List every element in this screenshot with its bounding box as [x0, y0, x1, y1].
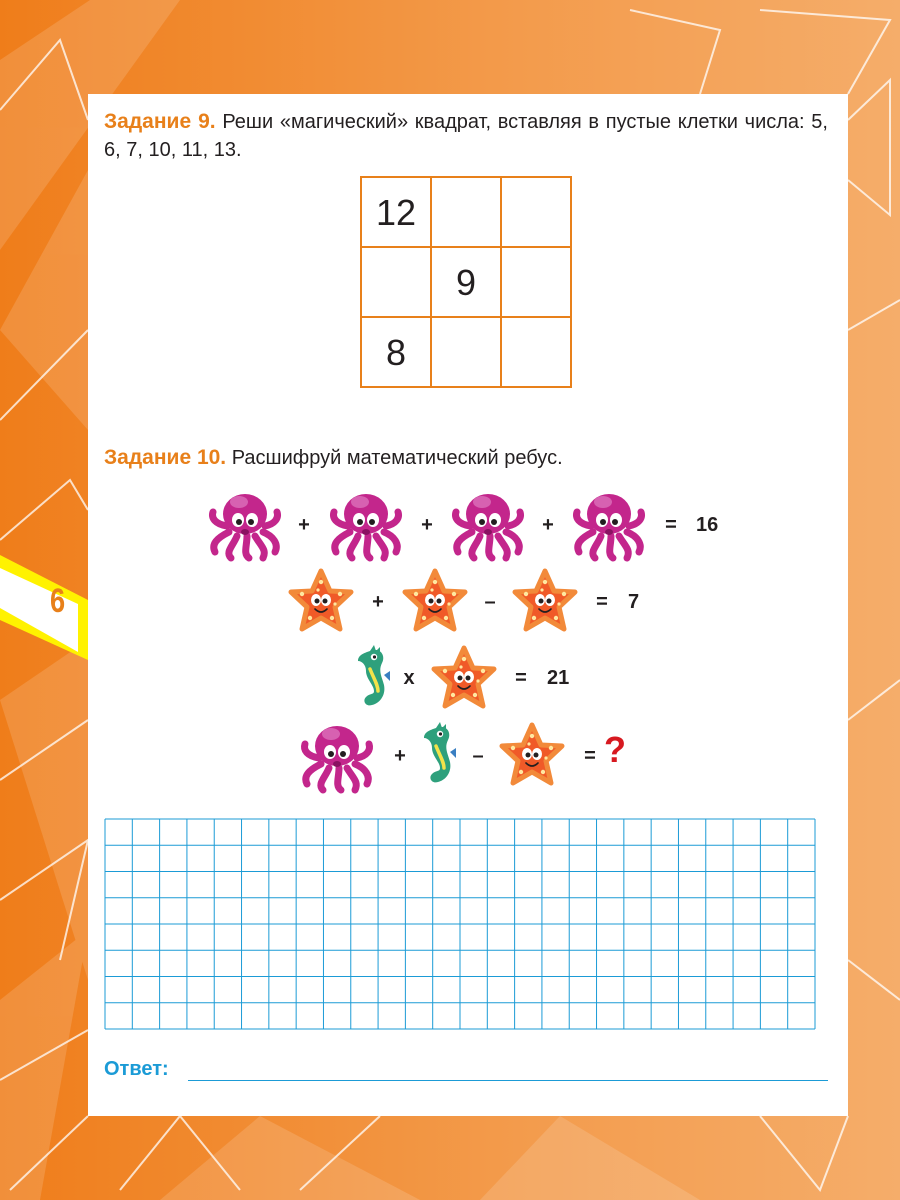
octopus-icon: [577, 494, 642, 558]
starfish-icon: [515, 571, 575, 629]
octopus-icon: [213, 494, 278, 558]
octopus-icon: [456, 494, 521, 558]
plus-sign: +: [421, 514, 433, 536]
worksheet: [88, 94, 848, 1116]
starfish-icon: [502, 725, 562, 783]
equals-sign: =: [584, 745, 596, 767]
task-9-text: Реши «магический» квадрат, вставляя в пустые клетки числа: 5, 6, 7, 10, 11, 13.: [104, 111, 828, 161]
equals-sign: =: [596, 591, 608, 613]
rebus: [88, 94, 848, 814]
octopus-icon: [305, 726, 370, 790]
plus-sign: +: [372, 591, 384, 613]
equals-sign: =: [665, 514, 677, 536]
rebus-result: 16: [696, 514, 719, 536]
question-mark: ?: [604, 729, 626, 770]
octopus-icon: [334, 494, 399, 558]
times-sign: x: [403, 667, 415, 689]
page-number: 6: [50, 582, 66, 620]
rebus-result: 7: [628, 591, 640, 613]
rebus-result: 21: [547, 667, 570, 689]
task-10-text: Расшифруй математический ребус.: [231, 447, 563, 469]
answer-field[interactable]: [188, 1080, 828, 1081]
starfish-icon: [291, 571, 351, 629]
starfish-icon: [434, 648, 494, 706]
plus-sign: +: [394, 745, 406, 767]
answer-label: Ответ:: [104, 1058, 169, 1080]
magic-cell[interactable]: 8: [385, 332, 407, 373]
magic-cell[interactable]: 9: [455, 262, 477, 303]
starfish-icon: [405, 571, 465, 629]
minus-sign: –: [472, 745, 484, 767]
task-10-label: Задание 10.: [104, 446, 227, 469]
answer-grid[interactable]: [104, 818, 818, 1032]
equals-sign: =: [515, 667, 527, 689]
task-9-label: Задание 9.: [104, 110, 216, 133]
magic-cell[interactable]: 12: [375, 192, 417, 233]
minus-sign: –: [484, 591, 496, 613]
seahorse-icon: [358, 645, 390, 705]
plus-sign: +: [298, 514, 310, 536]
seahorse-icon: [424, 722, 456, 782]
plus-sign: +: [542, 514, 554, 536]
